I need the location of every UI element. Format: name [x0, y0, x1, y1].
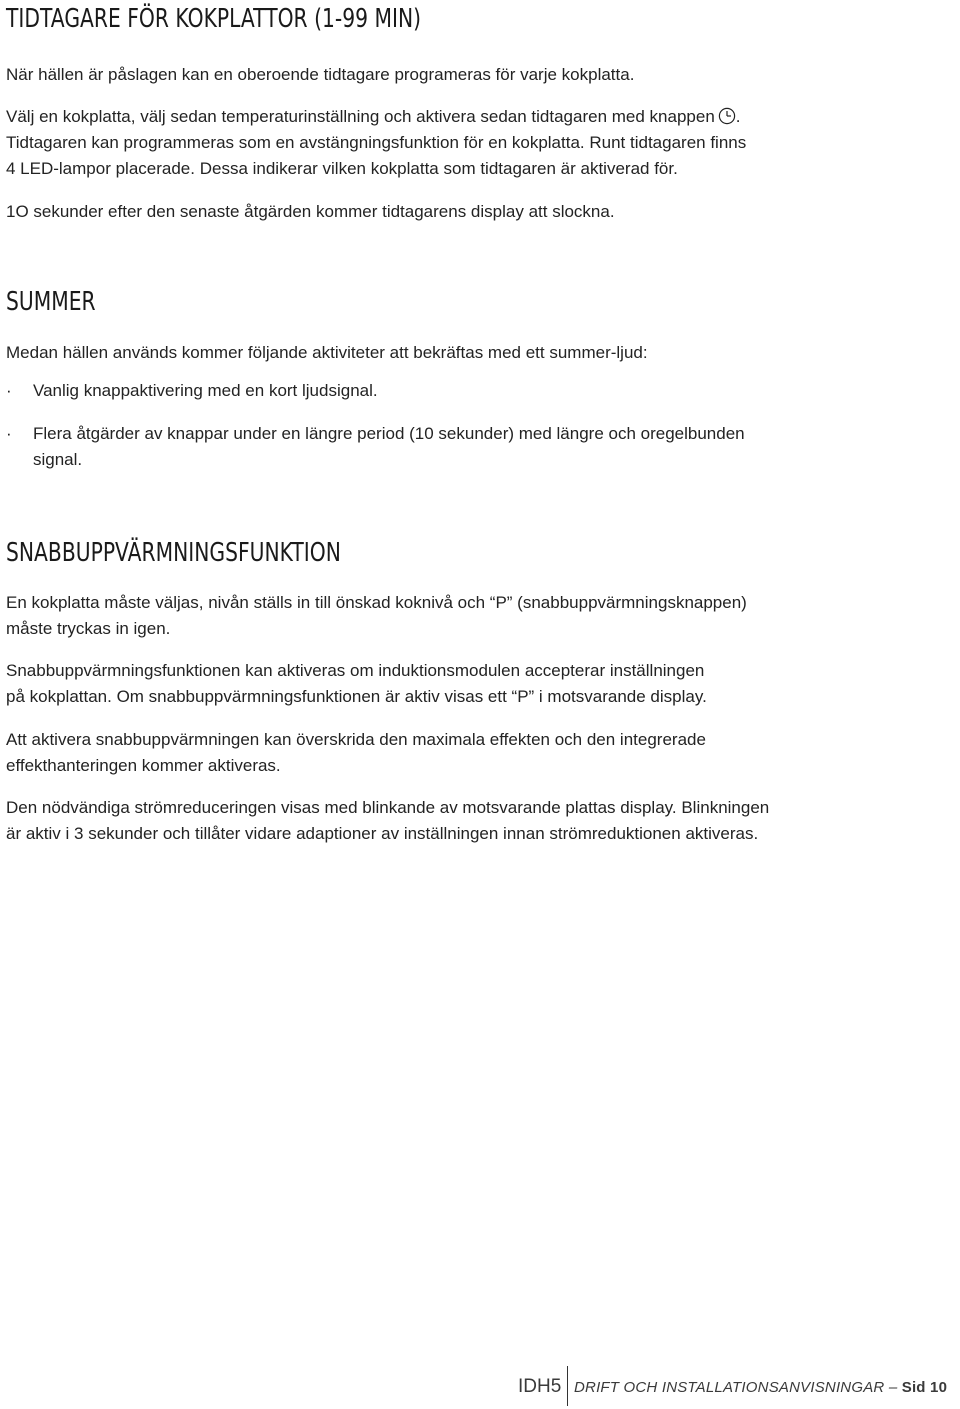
footer-page-number: Sid 10	[901, 1379, 948, 1396]
heading-timer: TIDTAGARE FÖR KOKPLATTOR (1-99 MIN)	[6, 4, 422, 34]
clock-icon	[718, 107, 736, 125]
heading-summer: SUMMER	[6, 287, 96, 317]
summer-bullet-2: Flera åtgärder av knappar under en längre period (10 sekunder) med längre och oregelbunden signal.	[33, 424, 745, 469]
summer-intro: Medan hällen används kommer följande aktiviteter att bekräftas med ett summer-ljud:	[6, 343, 648, 362]
timer-paragraph-3: 1O sekunder efter den senaste åtgärden kommer tidtagarens display att slockna.	[6, 202, 615, 221]
timer-paragraph-2-text: Välj en kokplatta, välj sedan temperaturinställning och aktivera sedan tidtagaren med knappen	[6, 107, 715, 126]
heading-boost: SNABBUPPVÄRMNINGSFUNKTION	[6, 538, 341, 568]
footer-title-line	[574, 1379, 947, 1396]
footer-model: IDH5	[518, 1376, 562, 1397]
timer-paragraph-2	[6, 104, 936, 182]
bullet-dot: ·	[6, 381, 12, 400]
boost-paragraph-1: En kokplatta måste väljas, nivån ställs in till önskad koknivå och “P” (snabbuppvärmningsknappen) måste tryckas in igen.	[6, 593, 747, 638]
bullet-dot: ·	[6, 424, 12, 443]
summer-bullet-1: Vanlig knappaktivering med en kort ljudsignal.	[33, 381, 378, 400]
boost-paragraph-3: Att aktivera snabbuppvärmningen kan överskrida den maximala effekten och den integrerade effekthanteringen kommer aktiveras.	[6, 730, 706, 775]
footer-divider	[567, 1366, 568, 1406]
timer-paragraph-2-end: .	[735, 107, 741, 126]
boost-paragraph-2: Snabbuppvärmningsfunktionen kan aktiveras om induktionsmodulen accepterar inställningen på kokplattan. Om snabbuppvärmningsfunktionen är aktiv visas ett “P” i motsvarande display.	[6, 661, 707, 706]
timer-paragraph-2-rest: Tidtagaren kan programmeras som en avstängningsfunktion för en kokplatta. Runt tidtagaren finns 4 LED-lampor placerade. Dessa indikerar vilken kokplatta som tidtagaren är aktiverad för.	[6, 133, 747, 178]
footer-title: DRIFT OCH INSTALLATIONSANVISNINGAR –	[574, 1379, 898, 1396]
page-footer	[518, 1364, 960, 1406]
timer-paragraph-1: När hällen är påslagen kan en oberoende tidtagare programeras för varje kokplatta.	[6, 65, 635, 84]
boost-paragraph-4: Den nödvändiga strömreduceringen visas med blinkande av motsvarande plattas display. Blinkningen är aktiv i 3 sekunder och tillåter vidare adaptioner av inställningen innan strömreduktionen aktiveras.	[6, 798, 770, 843]
